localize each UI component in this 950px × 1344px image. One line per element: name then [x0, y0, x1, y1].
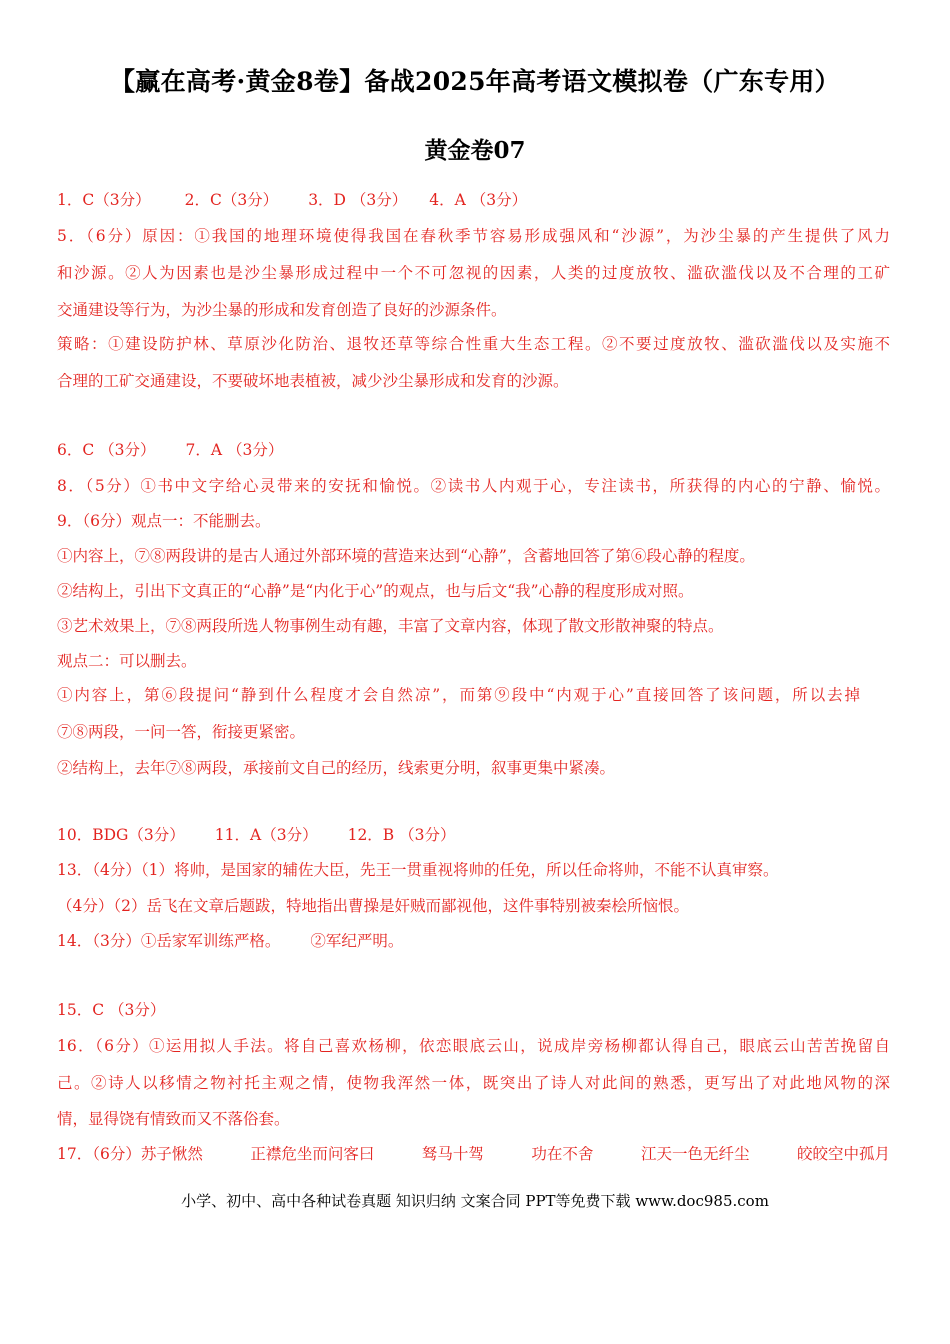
- answer-q5-line: 合理的工矿交通建设，不要破坏地表植被，减少沙尘暴形成和发育的沙源。: [57, 372, 569, 390]
- answer-q12: 12．B （3分）: [347, 826, 456, 844]
- answer-q16-line: 情，显得饶有情致而又不落俗套。: [57, 1110, 290, 1128]
- answers-6-7: [57, 440, 283, 460]
- answer-q9-line: ⑦⑧两段，一问一答，衔接更紧密。: [57, 723, 306, 741]
- answer-q16-line: 己。②诗人以移情之物衬托主观之情，使物我浑然一体，既突出了诗人对此间的熟悉，更写出了对此地风物的深: [57, 1074, 890, 1092]
- answer-q13-line: 13．（4分）（1）将帅，是国家的辅佐大臣，先王一贯重视将帅的任免，所以任命将帅，不能不认真审察。: [57, 861, 779, 879]
- answer-q17: [57, 1144, 890, 1164]
- answer-q9-line: 观点二：可以删去。: [57, 652, 197, 670]
- answer-q14-part2: ②军纪严明。: [310, 932, 404, 950]
- answer-q9-line: 9．（6分）观点一：不能删去。: [57, 512, 271, 530]
- answer-q11: 11．A（3分）: [214, 826, 318, 844]
- page-footer: 小学、初中、高中各种试卷真题 知识归纳 文案合同 PPT等免费下载 www.doc985.com: [181, 1192, 769, 1210]
- answer-q5-line: 和沙源。②人为因素也是沙尘暴形成过程中一个不可忽视的因素，人类的过度放牧、滥砍滥伐以及不合理的工矿: [57, 264, 890, 282]
- answer-q17-item: 驽马十驾: [421, 1145, 484, 1163]
- answer-q15: 15．C （3分）: [57, 1001, 166, 1019]
- answer-q17-item: 正襟危坐而问客曰: [250, 1145, 375, 1163]
- answer-q7: 7．A （3分）: [185, 441, 284, 459]
- answer-q3: 3．D （3分）: [308, 191, 408, 209]
- answer-q17-item: 江天一色无纤尘: [640, 1145, 750, 1163]
- answer-q9-line: ①内容上，⑦⑧两段讲的是古人通过外部环境的营造来达到“心静”，含蓄地回答了第⑥段心静的程度。: [57, 547, 755, 565]
- answer-q5-line: 策略：①建设防护林、草原沙化防治、退牧还草等综合性重大生态工程。②不要过度放牧、滥砍滥伐以及实施不: [57, 335, 890, 353]
- answer-q6: 6．C （3分）: [57, 441, 156, 459]
- answer-q14-part1: 14．（3分）①岳家军训练严格。: [57, 932, 281, 950]
- answer-q14: [57, 931, 403, 951]
- answer-q4: 4．A （3分）: [429, 191, 528, 209]
- document-title: 【赢在高考·黄金8卷】备战2025年高考语文模拟卷（广东专用）: [110, 67, 840, 96]
- answers-1-4: [57, 190, 527, 210]
- document-subtitle: 黄金卷07: [424, 137, 526, 164]
- answer-q8: 8．（5分）①书中文字给心灵带来的安抚和愉悦。②读书人内观于心，专注读书，所获得的内心的宁静、愉悦。: [57, 477, 890, 495]
- answer-q17-item: 功在不舍: [531, 1145, 594, 1163]
- answers-10-12: [57, 825, 455, 845]
- answer-q5-line: 交通建设等行为，为沙尘暴的形成和发育创造了良好的沙源条件。: [57, 301, 507, 319]
- answer-q17-item: 皎皎空中孤月: [796, 1145, 890, 1163]
- answer-q9-line: ②结构上，去年⑦⑧两段，承接前文自己的经历，线索更分明，叙事更集中紧凑。: [57, 759, 616, 777]
- answer-q9-line: ①内容上，第⑥段提问“静到什么程度才会自然凉”，而第⑨段中“内观于心”直接回答了该问题，所以去掉: [57, 686, 860, 704]
- answer-q10: 10．BDG（3分）: [57, 826, 185, 844]
- answer-q2: 2．C（3分）: [184, 191, 279, 209]
- answer-q9-line: ③艺术效果上，⑦⑧两段所选人物事例生动有趣，丰富了文章内容，体现了散文形散神聚的特点。: [57, 617, 724, 635]
- answer-q9-line: ②结构上，引出下文真正的“心静”是“内化于心”的观点，也与后文“我”心静的程度形成对照。: [57, 582, 694, 600]
- answer-q1: 1．C（3分）: [57, 191, 151, 209]
- answer-q16-line: 16．（6分）①运用拟人手法。将自己喜欢杨柳，依恋眼底云山，说成岸旁杨柳都认得自己，眼底云山苦苦挽留自: [57, 1037, 890, 1055]
- answer-q13-line: （4分）（2）岳飞在文章后题跋，特地指出曹操是奸贼而鄙视他，这件事特别被秦桧所恼恨。: [57, 897, 689, 915]
- answer-q5-line: 5．（6分）原因：①我国的地理环境使得我国在春秋季节容易形成强风和“沙源”，为沙尘暴的产生提供了风力: [57, 227, 890, 245]
- answer-q17-item: 17．（6分）苏子愀然: [57, 1145, 203, 1163]
